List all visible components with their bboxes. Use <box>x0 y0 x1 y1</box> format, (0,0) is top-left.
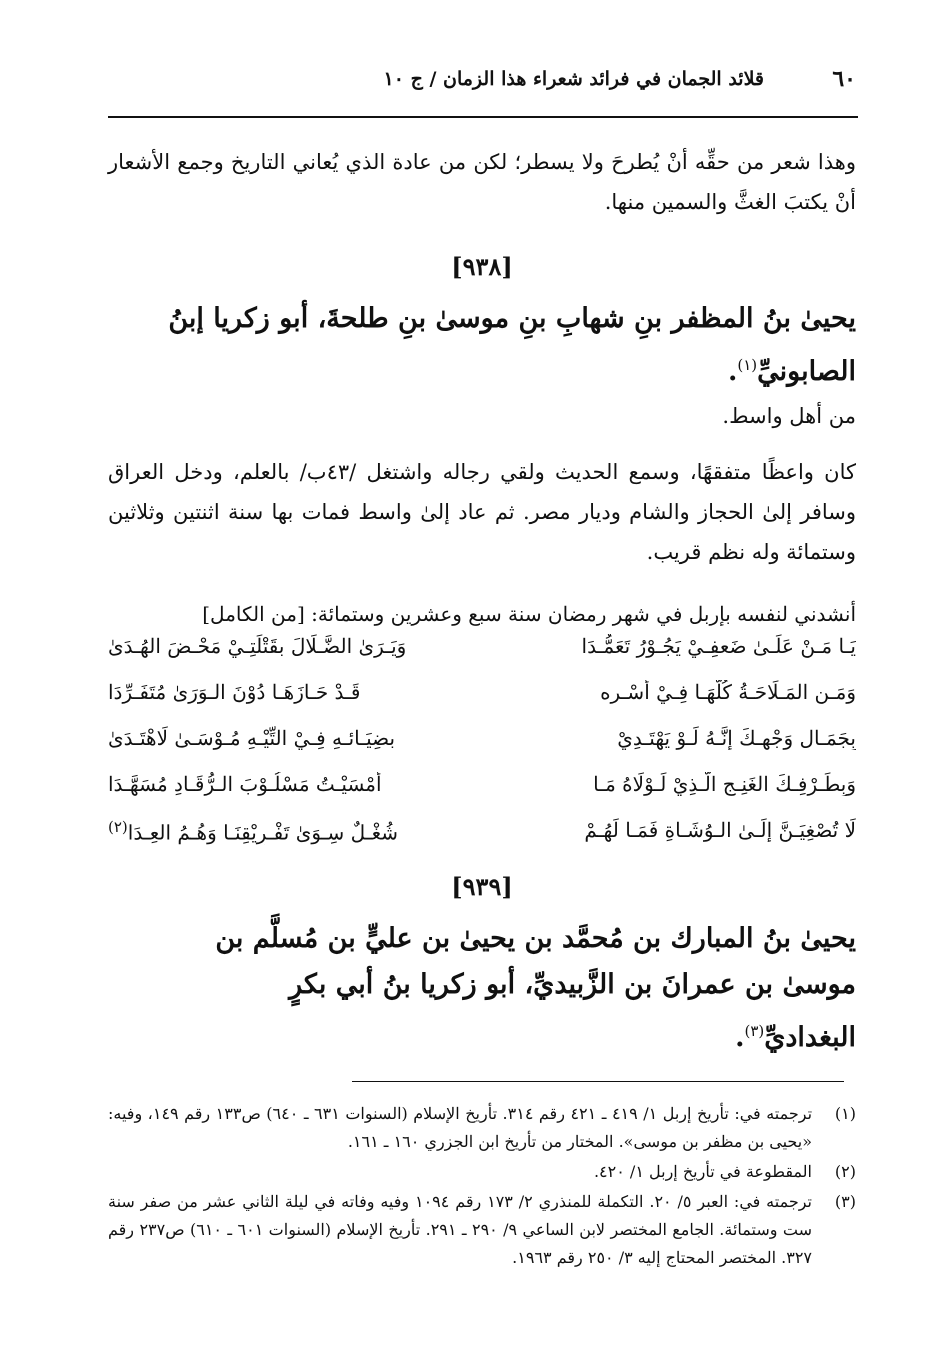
verse-line <box>108 630 856 676</box>
footnote-rule <box>352 1081 844 1082</box>
footnote-ref: (٣) <box>744 1022 765 1040</box>
verse-first-hemistich: بِجَمَـالِ وَجْهِـكَ إنَّـهُ لَـوْ يَهْتَـدِيْ <box>617 726 856 750</box>
verse-first-hemistich: لَا تُصْغِيَـنَّ إلَـىٰ الـوُشَـاةِ فَمَـا لَهُـمْ <box>584 818 856 842</box>
footnotes <box>108 1100 856 1274</box>
verse-first-hemistich: وَبِطَـرْفِـكَ الغَنِـجِ الَّـذِيْ لَـوْلَاهُ مَـا <box>593 772 856 796</box>
entry-title-text: يحيىٰ بنُ المبارك بن مُحمَّد بن يحيىٰ بن عليٍّ بن مُسلَّم بن موسىٰ بن عمرانَ بن الزَّبيديِّ، أبو زكريا بنُ أبي بكرٍ البغداديِّ <box>215 923 856 1053</box>
entry-title-text: يحيىٰ بنُ المظفر بنِ شهابِ بنِ موسىٰ بنِ طلحةَ، أبو زكريا إبنُ الصابونيِّ <box>168 303 856 387</box>
verse-line <box>108 768 856 814</box>
entry-number: [٩٣٨] <box>451 252 513 281</box>
footnote-number: (١) <box>834 1104 856 1123</box>
page-header <box>110 66 856 106</box>
footnote-text: المقطوعة في تأريخ إربل ١/ ٤٢٠. <box>593 1162 812 1181</box>
footnote-ref: (١) <box>737 356 758 374</box>
entry-title: يحيىٰ بنُ المظفر بنِ شهابِ بنِ موسىٰ بنِ طلحةَ، أبو زكريا إبنُ الصابونيِّ$^{(١)}$. <box>168 303 856 387</box>
verse-second-hemistich <box>108 818 468 845</box>
footnote-text: ترجمته في: تأريخ إربل ١/ ٤١٩ ـ ٤٢١ رقم ٣١٤. تأريخ الإسلام (السنوات ٦٣١ ـ ٦٤٠) ص١٣٣ رقم ١٤٩، وفيه: «يحيى بن مظفر بن موسى». المختار من تأريخ ابن الجزري ١٦٠ ـ ١٦١. <box>108 1104 813 1151</box>
page-number: ٦٠ <box>832 66 856 92</box>
footnote-number: (٢) <box>834 1162 856 1181</box>
entry-title: يحيىٰ بنُ المبارك بن مُحمَّد بن يحيىٰ بن عليٍّ بن مُسلَّم بن موسىٰ بن عمرانَ بن الزَّبيديِّ، أبو زكريا بنُ أبي بكرٍ البغداديِّ$^{(٣)}$. <box>215 923 856 1053</box>
verse-intro: أنشدني لنفسه بإربل في شهر رمضان سنة سبع وعشرين وستمائة: [من الكامل] <box>202 602 856 626</box>
running-title: قلائد الجمان في فرائد شعراء هذا الزمان / ج ١٠ <box>383 68 764 90</box>
header-rule <box>108 116 858 118</box>
entry-biography: كان واعظًا متفقهًا، وسمع الحديث ولقي رجاله واشتغل /٤٣ب/ بالعلم، ودخل العراق وسافر إلىٰ الحجاز والشام وديار مصر. ثم عاد إلىٰ واسط فمات بها سنة اثنتين وثلاثين وستمائة وله نظم قريب. <box>108 460 857 564</box>
verse-second-hemistich: أَمْسَيْـتُ مَسْلُـوْبَ الـرُّقَـادِ مُسَهَّـدَا <box>108 772 382 796</box>
footnote <box>108 1188 856 1272</box>
verse-second-hemistich: قَـدْ حَـازَهَـا دُوْنَ الـوَرَىٰ مُتَفَـرِّدَا <box>108 680 361 704</box>
entry-number: [٩٣٩] <box>451 872 513 901</box>
footnote <box>108 1100 856 1156</box>
verse-line <box>108 814 856 860</box>
footnote-ref: (٢) <box>108 818 128 836</box>
verse-line <box>108 722 856 768</box>
verse-line <box>108 676 856 722</box>
verse-second-hemistich: بضِيَـائـهِ فِـيْ التِّيْـهِ مُـوْسَـىٰ لَاهْتَـدَىٰ <box>108 726 396 750</box>
footnote-text: ترجمته في: العبر ٥/ ٢٠. التكملة للمنذري ٢/ ١٧٣ رقم ١٠٩٤ وفيه وفاته في ليلة الثاني عشر من صفر سنة ست وستمائة. الجامع المختصر لابن الساعي ٩/ ٢٩٠ ـ ٢٩١. تأريخ الإسلام (السنوات ٦٠١ ـ ٦١٠) ص٢٣٧ رقم ٣٢٧. المختصر المحتاج إليه ٣/ ٢٥٠ رقم ١٩٦٣. <box>108 1192 813 1267</box>
footnote <box>108 1158 856 1186</box>
verse-second-hemistich-text: شُغْـلٌ سِـوَىٰ تَفْـرِيْقِنَـا وَهُـمُ العِـدَا <box>127 820 399 845</box>
verse-first-hemistich: يَـا مَـنْ عَلَـىٰ ضَعفِـيْ يَجُـوْرُ تَعَمُّـدَا <box>581 634 856 658</box>
footnote-number: (٣) <box>834 1192 856 1211</box>
verse-second-hemistich: وَيَـرَىٰ الضَّـلَالَ بقَتْلَتِـيْ مَحْـضَ الهُـدَىٰ <box>108 634 407 658</box>
poem <box>108 630 856 860</box>
entry-origin: من أهل واسط. <box>722 404 856 428</box>
intro-paragraph: وهذا شعر من حقِّه أنْ يُطرحَ ولا يسطر؛ لكن من عادة الذي يُعاني التاريخ وجمع الأشعار أنْ يكتبَ الغثَّ والسمين منها. <box>108 150 856 214</box>
verse-first-hemistich: وَمَـنِ المَـلَاحَـةُ كُلُّهَـا فِـيْ أَسْـرِه <box>600 680 856 704</box>
